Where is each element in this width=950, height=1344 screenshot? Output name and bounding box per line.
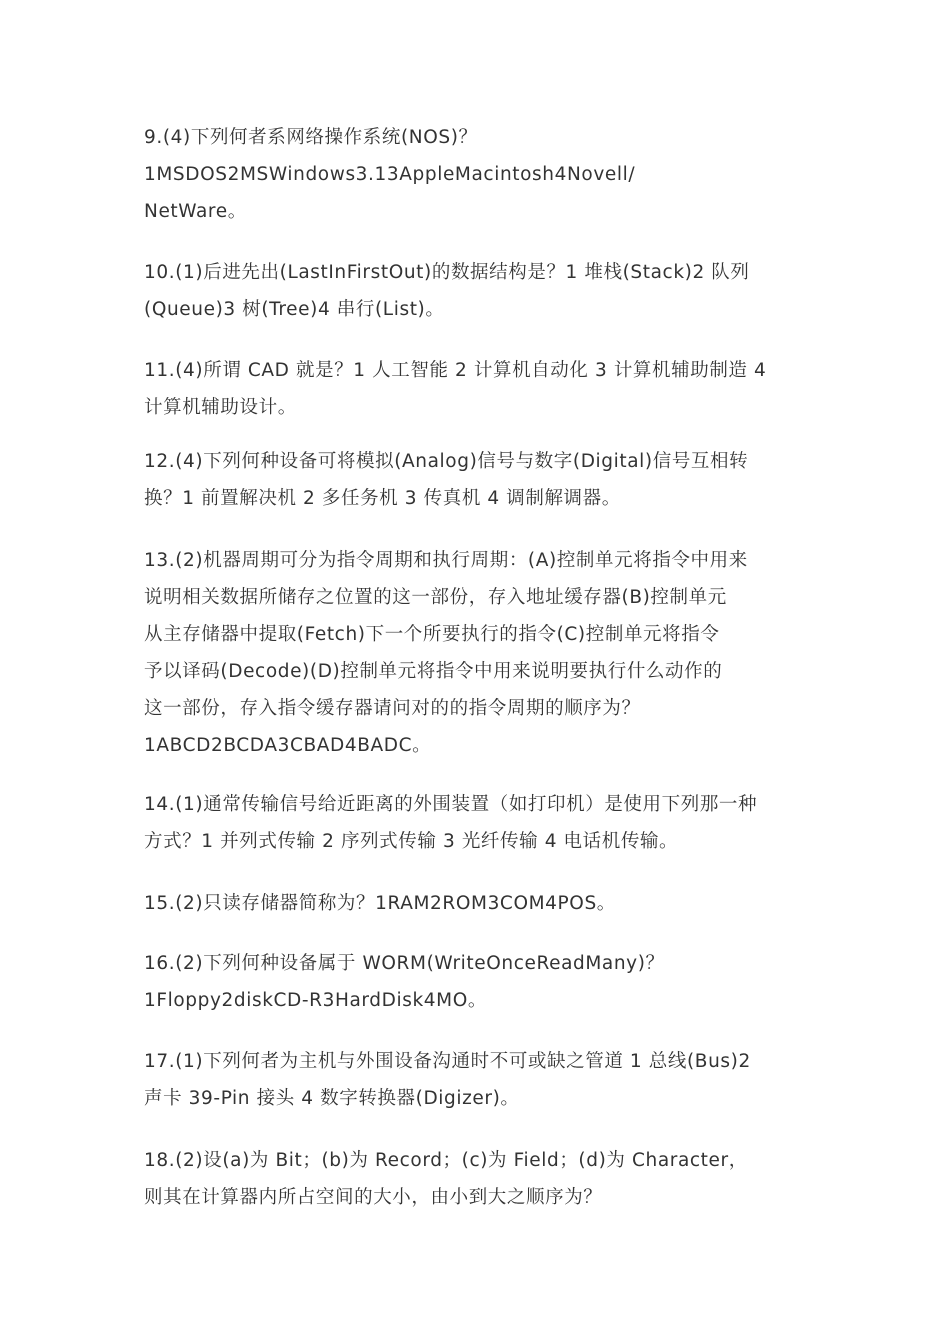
question-line: 1Floppy2diskCD-R3HardDisk4MO。 bbox=[144, 990, 487, 1011]
question-13 bbox=[144, 542, 809, 764]
question-line: 17.(1)下列何者为主机与外围设备沟通时不可或缺之管道 1 总线(Bus)2 bbox=[144, 1051, 751, 1072]
question-line: 声卡 39-Pin 接头 4 数字转换器(Digizer)。 bbox=[144, 1088, 520, 1109]
question-15 bbox=[144, 885, 809, 922]
question-line: 换？1 前置解决机 2 多任务机 3 传真机 4 调制解调器。 bbox=[144, 488, 621, 509]
question-line: NetWare。 bbox=[144, 201, 247, 222]
question-line: 说明相关数据所储存之位置的这一部份，存入地址缓存器(B)控制单元 bbox=[144, 587, 727, 608]
question-line: 13.(2)机器周期可分为指令周期和执行周期：(A)控制单元将指令中用来 bbox=[144, 550, 748, 571]
question-line: 11.(4)所谓 CAD 就是？1 人工智能 2 计算机自动化 3 计算机辅助制造 4 bbox=[144, 360, 767, 381]
question-line: 计算机辅助设计。 bbox=[144, 397, 297, 418]
question-12 bbox=[144, 443, 809, 517]
question-line: 16.(2)下列何种设备属于 WORM(WriteOnceReadMany)？ bbox=[144, 953, 665, 974]
question-line: (Queue)3 树(Tree)4 串行(List)。 bbox=[144, 299, 445, 320]
question-11 bbox=[144, 352, 809, 426]
question-line: 18.(2)设(a)为 Bit；(b)为 Record；(c)为 Field；(d)为 Character， bbox=[144, 1150, 748, 1171]
question-line: 12.(4)下列何种设备可将模拟(Analog)信号与数字(Digital)信号互相转 bbox=[144, 451, 749, 472]
question-line: 予以译码(Decode)(D)控制单元将指令中用来说明要执行什么动作的 bbox=[144, 661, 723, 682]
question-line: 15.(2)只读存储器简称为？1RAM2ROM3COM4POS。 bbox=[144, 893, 616, 914]
question-16 bbox=[144, 945, 809, 1019]
question-line: 则其在计算器内所占空间的大小，由小到大之顺序为？ bbox=[144, 1187, 603, 1208]
question-17 bbox=[144, 1043, 809, 1117]
question-14 bbox=[144, 786, 809, 860]
question-line: 1MSDOS2MSWindows3.13AppleMacintosh4Novell/ bbox=[144, 164, 636, 185]
question-line: 9.(4)下列何者系网络操作系统(NOS)？ bbox=[144, 127, 478, 148]
question-line: 这一部份，存入指令缓存器请问对的的指令周期的顺序为？ bbox=[144, 698, 641, 719]
question-9 bbox=[144, 119, 809, 230]
question-line: 10.(1)后进先出(LastInFirstOut)的数据结构是？1 堆栈(Stack)2 队列 bbox=[144, 262, 750, 283]
question-line: 1ABCD2BCDA3CBAD4BADC。 bbox=[144, 735, 432, 756]
question-18 bbox=[144, 1142, 809, 1216]
question-line: 14.(1)通常传输信号给近距离的外围装置（如打印机）是使用下列那一种 bbox=[144, 794, 758, 815]
question-line: 方式？1 并列式传输 2 序列式传输 3 光纤传输 4 电话机传输。 bbox=[144, 831, 679, 852]
question-10 bbox=[144, 254, 809, 328]
question-line: 从主存储器中提取(Fetch)下一个所要执行的指令(C)控制单元将指令 bbox=[144, 624, 720, 645]
